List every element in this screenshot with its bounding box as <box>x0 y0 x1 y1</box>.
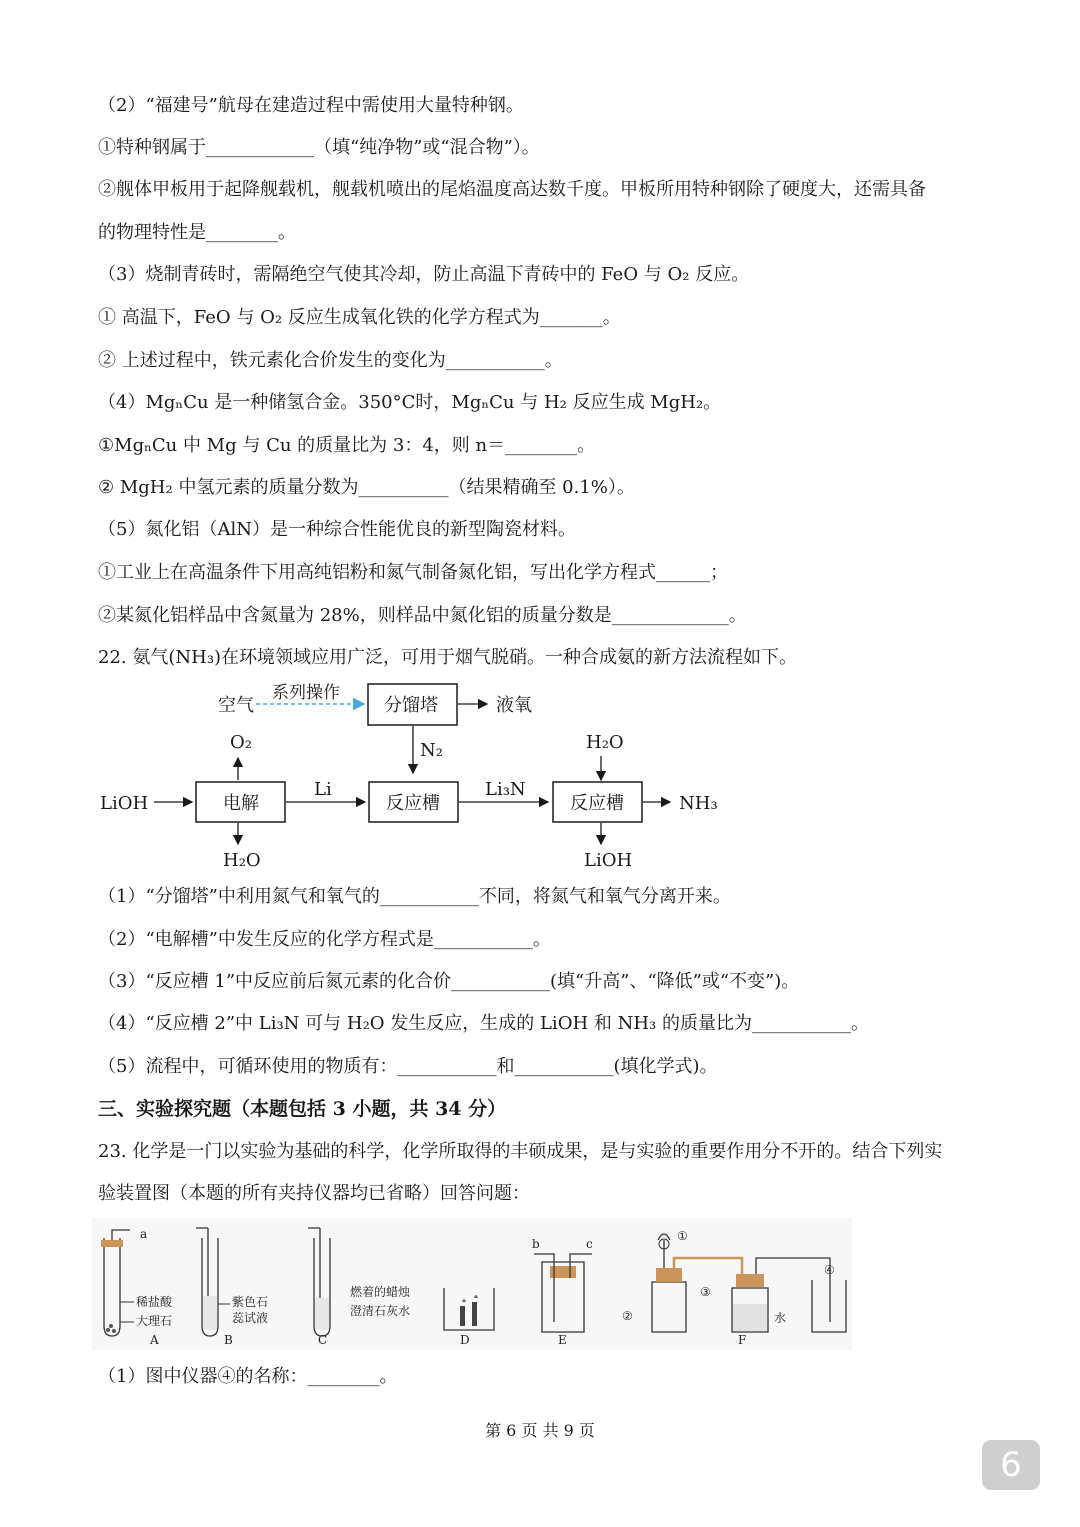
h2o-bottom-label: H₂O <box>223 850 261 871</box>
q21-3-1: ① 高温下，FeO 与 O₂ 反应生成氧化铁的化学方程式为_______。 <box>98 307 621 328</box>
n2-label: N₂ <box>420 740 443 761</box>
q22-4: （4）“反应槽 2”中 Li₃N 可与 H₂O 发生反应，生成的 LiOH 和 NH₃ 的质量比为___________。 <box>98 1013 869 1034</box>
reactor-1-label: 反应槽 <box>386 793 440 814</box>
q21-2-stem: （2）“福建号”航母在建造过程中需使用大量特种钢。 <box>98 95 524 116</box>
q21-5-2: ②某氮化铝样品中含氮量为 28%，则样品中氮化铝的质量分数是_____________。 <box>98 605 747 626</box>
hcl-label: 稀盐酸 <box>136 1295 173 1309</box>
litmus-label-2: 蕊试液 <box>232 1311 269 1325</box>
nh3-label: NH₃ <box>679 793 718 814</box>
label-F: F <box>738 1333 747 1347</box>
ops-label: 系列操作 <box>272 683 340 703</box>
q22-3: （3）“反应槽 1”中反应前后氮元素的化合价___________(填“升高”、“降低”或“不变”)。 <box>98 971 800 992</box>
apparatus-figure <box>92 1218 852 1350</box>
li3n-label: Li₃N <box>485 779 526 800</box>
label-c: c <box>586 1237 593 1251</box>
li-label: Li <box>314 779 332 800</box>
tower-label: 分馏塔 <box>384 695 438 716</box>
electrolysis-label: 电解 <box>223 793 259 814</box>
q21-5-1: ①工业上在高温条件下用高纯铝粉和氮气制备氮化铝，写出化学方程式______； <box>98 562 728 583</box>
ammonia-flow-diagram <box>90 676 750 876</box>
lioh-in-label: LiOH <box>100 793 149 814</box>
label-b: b <box>532 1237 540 1251</box>
q23-stem-1: 23. 化学是一门以实验为基础的科学，化学所取得的丰硕成果，是与实验的重要作用分不开的。结合下列实 <box>98 1141 943 1162</box>
o2-label: O₂ <box>230 732 252 753</box>
water-label: 水 <box>774 1311 787 1325</box>
label-n4: ④ <box>824 1263 835 1277</box>
label-n2: ② <box>622 1309 633 1323</box>
q22-5: （5）流程中，可循环使用的物质有：___________和___________(填化学式)。 <box>98 1056 718 1077</box>
q21-4-1: ①MgₙCu 中 Mg 与 Cu 的质量比为 3：4，则 n＝________。 <box>98 435 596 456</box>
liquid-oxygen-label: 液氧 <box>496 695 532 716</box>
page-footer: 第 6 页 共 9 页 <box>485 1421 595 1440</box>
q23-1: （1）图中仪器④的名称：________。 <box>98 1366 398 1387</box>
label-n3: ③ <box>700 1285 711 1299</box>
q21-2-2a: ②舰体甲板用于起降舰载机，舰载机喷出的尾焰温度高达数千度。甲板所用特种钢除了硬度大，还需具备 <box>98 179 926 200</box>
page-number-badge: 6 <box>982 1440 1040 1490</box>
q21-3-stem: （3）烧制青砖时，需隔绝空气使其冷却，防止高温下青砖中的 FeO 与 O₂ 反应。 <box>98 264 750 285</box>
label-D: D <box>460 1333 470 1347</box>
litmus-label-1: 紫色石 <box>232 1295 269 1309</box>
label-C: C <box>318 1333 328 1347</box>
air-label: 空气 <box>218 695 254 716</box>
h2o-top-label: H₂O <box>586 732 624 753</box>
label-E: E <box>558 1333 567 1347</box>
q22-stem: 22. 氨气(NH₃)在环境领域应用广泛，可用于烟气脱硝。一种合成氨的新方法流程如下。 <box>98 647 798 668</box>
q22-2: （2）“电解槽”中发生反应的化学方程式是___________。 <box>98 929 551 950</box>
reactor-2-label: 反应槽 <box>570 793 624 814</box>
lioh-out-label: LiOH <box>584 850 633 871</box>
q21-4-2: ② MgH₂ 中氢元素的质量分数为__________（结果精确至 0.1%）。 <box>98 477 635 498</box>
marble-label: 大理石 <box>136 1314 173 1328</box>
q21-3-2: ② 上述过程中，铁元素化合价发生的变化为___________。 <box>98 350 563 371</box>
label-n1: ① <box>677 1229 688 1243</box>
label-B: B <box>224 1333 233 1347</box>
limewater-label: 澄清石灰水 <box>350 1304 411 1318</box>
label-a: a <box>140 1227 148 1241</box>
section-3-heading: 三、实验探究题（本题包括 3 小题，共 34 分） <box>98 1098 507 1120</box>
q21-5-stem: （5）氮化铝（AlN）是一种综合性能优良的新型陶瓷材料。 <box>98 519 576 540</box>
candle-label: 燃着的蜡烛 <box>350 1285 411 1299</box>
q22-1: （1）“分馏塔”中利用氮气和氧气的___________不同，将氮气和氧气分离开来。 <box>98 886 731 907</box>
q21-4-stem: （4）MgₙCu 是一种储氢合金。350°C时，MgₙCu 与 H₂ 反应生成 MgH₂。 <box>98 392 722 413</box>
q23-stem-2: 验装置图（本题的所有夹持仪器均已省略）回答问题： <box>98 1183 530 1204</box>
label-A: A <box>150 1333 159 1347</box>
q21-2-2b: 的物理特性是________。 <box>98 222 296 243</box>
q21-2-1: ①特种钢属于____________（填“纯净物”或“混合物”）。 <box>98 137 540 158</box>
